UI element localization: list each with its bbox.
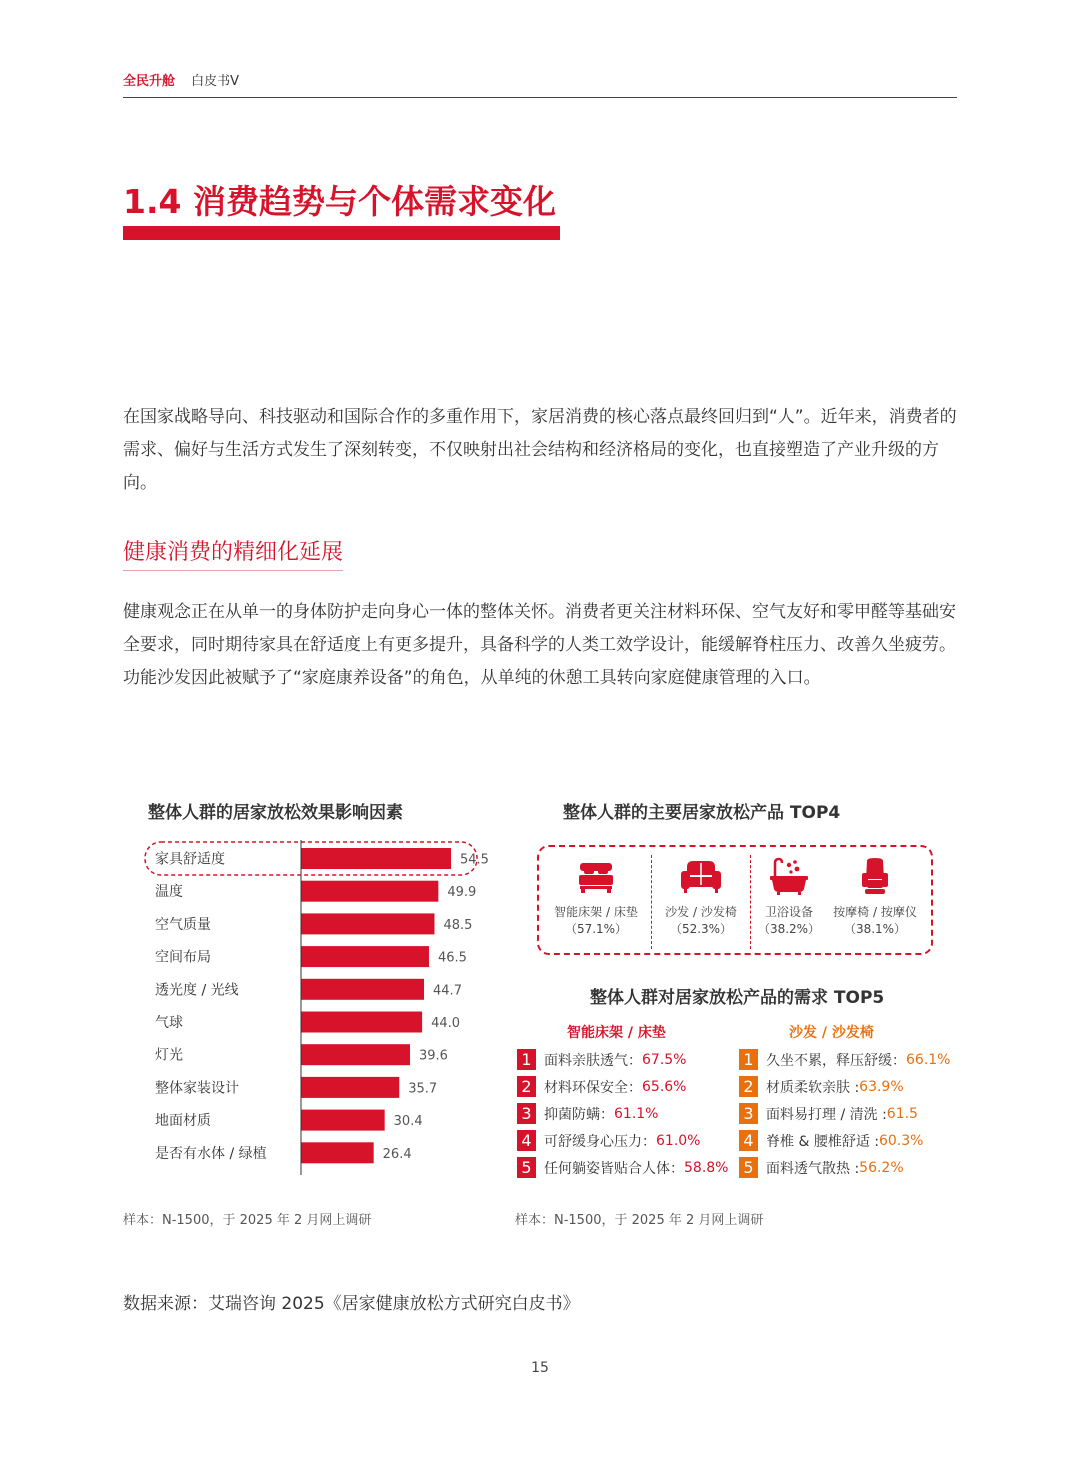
product-percent: （52.3%） (669, 922, 733, 936)
rank-number: 1 (517, 1049, 536, 1070)
category-label: 整体家装设计 (155, 1080, 239, 1097)
need-label: 可舒缓身心压力： (544, 1133, 656, 1150)
need-value: 65.6% (642, 1078, 687, 1095)
health-paragraph: 健康观念正在从单一的身体防护走向身心一体的整体关怀。消费者更关注材料环保、空气友好和零甲醛等基础安全要求，同时期待家具在舒适度上有更多提升，具备科学的人类工效学设计，能缓解脊柱压力、改善久坐疲劳。功能沙发因此被赋予了“家庭康养设备”的角色，从单纯的休憩工具转向家庭健康管理的入口。 (123, 602, 956, 688)
need-label: 面料亲肤透气： (544, 1052, 642, 1069)
list-item (739, 1049, 950, 1070)
products-box (537, 845, 933, 955)
rank-number: 1 (739, 1049, 758, 1070)
subheading: 健康消费的精细化延展 (123, 535, 343, 571)
value-label: 46.5 (437, 950, 467, 966)
product-item-bed (546, 857, 646, 937)
rank-number: 2 (517, 1076, 536, 1097)
header-brand: 全民升舱 (123, 74, 176, 89)
need-value: 66.1% (906, 1051, 951, 1068)
category-label: 空气质量 (155, 916, 211, 933)
product-name: 卫浴设备 (764, 905, 813, 919)
product-name: 沙发 / 沙发椅 (665, 905, 737, 919)
product-item-bathroom (739, 857, 839, 937)
category-label: 是否有水体 / 绿植 (155, 1145, 267, 1162)
rank-number: 4 (517, 1130, 536, 1151)
need-value: 61.1% (614, 1105, 659, 1122)
products-title: 整体人群的主要居家放松产品 TOP4 (563, 803, 841, 823)
need-value: 61.0% (656, 1132, 701, 1149)
bar (301, 913, 434, 934)
factor-bar-chart (123, 836, 493, 1176)
need-value: 67.5% (642, 1051, 687, 1068)
product-item-massage (825, 857, 925, 937)
value-label: 44.0 (431, 1016, 461, 1031)
list-item (517, 1103, 658, 1124)
list-item (517, 1049, 686, 1070)
product-percent: （38.1%） (843, 922, 907, 936)
need-label: 面料透气散热 : (766, 1160, 860, 1177)
needs-title: 整体人群对居家放松产品的需求 TOP5 (590, 988, 885, 1008)
need-label: 抑菌防螨： (544, 1106, 614, 1123)
product-percent: （57.1%） (564, 922, 628, 936)
product-name: 按摩椅 / 按摩仪 (833, 905, 917, 919)
bar (301, 1044, 410, 1065)
list-item (739, 1130, 923, 1151)
need-value: 58.8% (684, 1159, 729, 1176)
value-label: 30.4 (393, 1114, 423, 1130)
rank-number: 3 (739, 1103, 758, 1124)
need-label: 任何躺姿皆贴合人体： (544, 1160, 684, 1177)
data-source: 数据来源：艾瑞咨询 2025《居家健康放松方式研究白皮书》 (123, 1294, 580, 1314)
need-label: 脊椎 & 腰椎舒适 : (766, 1133, 879, 1150)
page-number: 15 (531, 1360, 549, 1376)
value-label: 44.7 (433, 983, 462, 999)
value-label: 48.5 (443, 917, 473, 933)
section-title: 1.4 消费趋势与个体需求变化 (123, 182, 556, 221)
bar (301, 1012, 422, 1033)
value-label: 54.5 (460, 852, 489, 868)
left-chart-title: 整体人群的居家放松效果影响因素 (148, 803, 403, 823)
need-label: 久坐不累，释压舒缓： (766, 1052, 906, 1069)
value-label: 26.4 (382, 1146, 412, 1162)
list-item (517, 1157, 728, 1178)
bar (301, 881, 438, 902)
need-value: 61.5 (886, 1105, 918, 1122)
bar (301, 946, 429, 967)
value-label: 39.6 (418, 1048, 448, 1064)
intro-paragraph: 在国家战略导向、科技驱动和国际合作的多重作用下，家居消费的核心落点最终回归到“人”。近年来，消费者的需求、偏好与生活方式发生了深刻转变，不仅映射出社会结构和经济格局的变化，也直接塑造了产业升级的方向。 (123, 407, 957, 493)
category-label: 温度 (155, 884, 183, 901)
bar (301, 1077, 399, 1098)
rank-number: 5 (739, 1157, 758, 1178)
bar (301, 979, 424, 1000)
product-item-sofa (651, 857, 751, 937)
category-label: 地面材质 (155, 1113, 211, 1130)
list-item (739, 1103, 918, 1124)
needs-column-heading-bed: 智能床架 / 床垫 (567, 1025, 666, 1041)
category-label: 透光度 / 光线 (155, 982, 239, 999)
bar (301, 1110, 385, 1131)
title-underline-bar (123, 226, 560, 240)
need-label: 面料易打理 / 清洗 : (766, 1106, 887, 1123)
need-label: 材料环保安全： (544, 1079, 642, 1096)
category-label: 空间布局 (155, 949, 211, 966)
sofa-icon (679, 857, 723, 897)
need-value: 63.9% (859, 1078, 904, 1095)
bed-icon (576, 857, 616, 897)
rank-number: 3 (517, 1103, 536, 1124)
category-label: 灯光 (155, 1047, 183, 1064)
bathtub-icon (767, 857, 811, 897)
rank-number: 2 (739, 1076, 758, 1097)
rank-number: 4 (739, 1130, 758, 1151)
rank-number: 5 (517, 1157, 536, 1178)
header-subtitle: 白皮书Ⅴ (191, 74, 240, 89)
list-item (517, 1130, 700, 1151)
need-value: 60.3% (878, 1132, 924, 1149)
list-item (517, 1076, 686, 1097)
product-name: 智能床架 / 床垫 (554, 905, 638, 919)
value-label: 49.9 (447, 885, 477, 901)
left-chart-note: 样本：N-1500，于 2025 年 2 月网上调研 (123, 1213, 372, 1228)
running-header (123, 70, 239, 89)
massage-chair-icon (855, 857, 895, 897)
value-label: 35.7 (408, 1081, 438, 1097)
bar (301, 1142, 374, 1163)
need-label: 材质柔软亲肤 : (766, 1079, 860, 1096)
bar (301, 848, 451, 869)
needs-column-heading-sofa: 沙发 / 沙发椅 (789, 1025, 874, 1041)
list-item (739, 1076, 904, 1097)
product-percent: （38.2%） (757, 922, 821, 936)
category-label: 家具舒适度 (155, 851, 225, 868)
list-item (739, 1157, 904, 1178)
header-divider (123, 97, 957, 98)
category-label: 气球 (155, 1015, 183, 1031)
right-chart-note: 样本：N-1500，于 2025 年 2 月网上调研 (515, 1213, 764, 1228)
need-value: 56.2% (859, 1159, 904, 1176)
